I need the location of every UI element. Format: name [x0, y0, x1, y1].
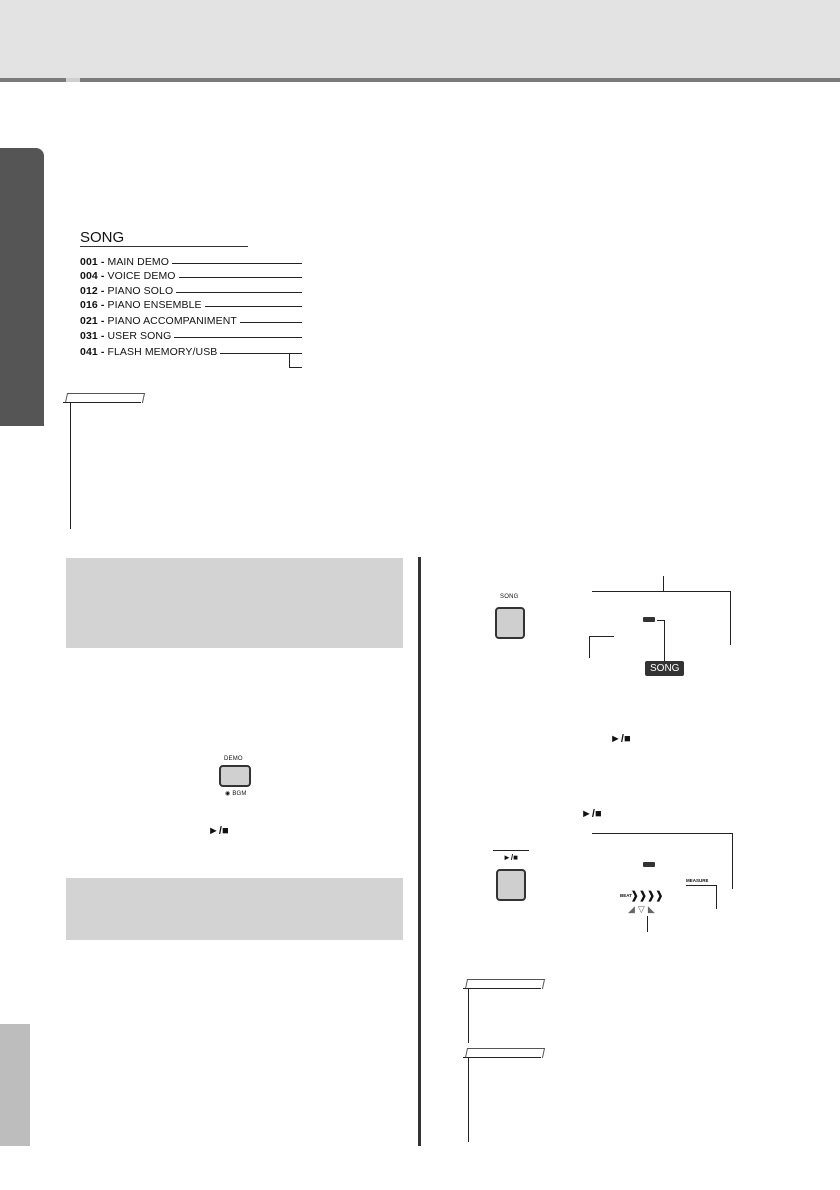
playback-indicator	[643, 862, 655, 867]
song-leader-line	[174, 337, 302, 338]
song-number: 031	[80, 330, 98, 342]
song-category-label: USER SONG	[107, 330, 172, 342]
playback-callout-top	[592, 833, 732, 834]
song-separator: -	[97, 299, 108, 311]
song-category-label: PIANO ENSEMBLE	[107, 299, 202, 311]
step-heading-box-1	[66, 558, 403, 648]
song-category-label: PIANO ACCOMPANIMENT	[107, 315, 237, 327]
play-stop-button-label: ►/■	[503, 853, 518, 862]
note-tab-base	[463, 988, 541, 989]
bgm-icon: ◉	[225, 791, 231, 797]
display-callout-top	[592, 591, 730, 592]
play-stop-icon: ►/■	[208, 825, 229, 837]
column-divider	[418, 557, 421, 1146]
song-list-item	[80, 299, 202, 311]
playback-callout-right	[732, 833, 733, 889]
song-list-item	[80, 256, 169, 268]
song-separator: -	[97, 346, 108, 358]
song-leader-line	[205, 306, 302, 307]
song-list-title: SONG	[80, 229, 125, 246]
usb-bracket-left	[289, 353, 290, 367]
song-leader-line	[220, 353, 302, 354]
header-rule-marker	[66, 78, 80, 82]
note-bar	[468, 989, 469, 1043]
song-leader-line	[240, 322, 302, 323]
display-indicator	[643, 617, 655, 622]
chapter-side-tab	[0, 148, 44, 426]
song-number: 004	[80, 270, 98, 282]
usb-bracket-bottom	[289, 367, 302, 368]
song-leader-line	[172, 263, 302, 264]
measure-label: MEASURE	[686, 878, 709, 883]
measure-underline	[686, 885, 716, 886]
song-number: 016	[80, 299, 98, 311]
demo-button-label: DEMO	[224, 756, 243, 762]
indicator-callout-v	[664, 620, 665, 661]
song-number: 012	[80, 285, 98, 297]
song-list-underline	[80, 246, 248, 247]
song-category-label: VOICE DEMO	[107, 270, 176, 282]
song-leader-line	[179, 277, 302, 278]
song-separator: -	[97, 330, 108, 342]
beat-callout	[647, 916, 648, 932]
song-separator: -	[97, 256, 108, 268]
display-callout-pointer	[663, 576, 664, 591]
step-heading-box-2	[66, 878, 403, 940]
song-list-item	[80, 346, 217, 358]
demo-button[interactable]	[219, 765, 251, 787]
song-separator: -	[97, 270, 108, 282]
song-display-badge: SONG	[645, 661, 684, 676]
page-header-band	[0, 0, 840, 78]
play-stop-icon: ►/■	[581, 808, 602, 820]
number-callout-v	[589, 636, 590, 658]
measure-callout	[716, 885, 717, 909]
note-tab-base	[63, 402, 141, 403]
beat-arrows-icon: ❱❱❱❱	[630, 890, 663, 902]
beat-label: BEAT	[620, 893, 632, 898]
section-side-tab	[0, 1024, 30, 1146]
song-separator: -	[97, 285, 108, 297]
song-category-label: PIANO SOLO	[107, 285, 174, 297]
song-separator: -	[97, 315, 108, 327]
song-number: 001	[80, 256, 98, 268]
header-rule	[0, 78, 840, 82]
song-category-label: MAIN DEMO	[107, 256, 170, 268]
beat-lamps-icon: ◢▽◣	[628, 904, 658, 914]
song-button-label: SONG	[500, 594, 519, 600]
display-callout-right	[730, 591, 731, 645]
song-list-item	[80, 315, 237, 327]
song-button[interactable]	[495, 607, 525, 639]
indicator-callout-h	[657, 620, 664, 621]
number-callout-h	[589, 636, 614, 637]
song-list-item	[80, 330, 171, 342]
song-number: 021	[80, 315, 98, 327]
play-stop-icon: ►/■	[610, 733, 631, 745]
song-list-item	[80, 270, 176, 282]
note-bar	[70, 403, 71, 529]
song-list-item	[80, 285, 173, 297]
play-stop-button[interactable]	[496, 869, 526, 901]
bgm-label: ◉ BGM	[225, 791, 247, 797]
song-leader-line	[176, 292, 302, 293]
song-category-label: FLASH MEMORY/USB	[107, 346, 218, 358]
note-bar	[468, 1058, 469, 1142]
play-stop-button-rule	[493, 850, 529, 851]
note-tab-base	[463, 1057, 541, 1058]
song-number: 041	[80, 346, 98, 358]
